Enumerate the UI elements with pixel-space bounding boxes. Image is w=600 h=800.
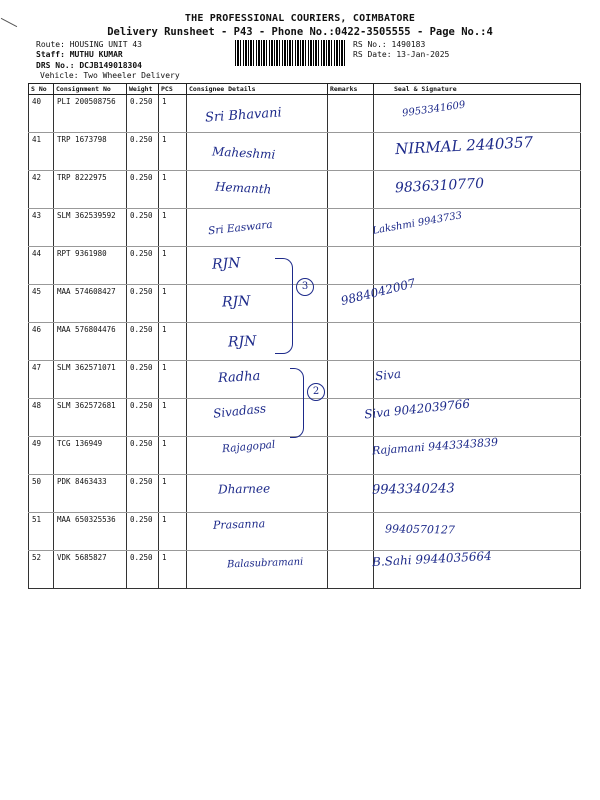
sno: 44 [29,247,54,285]
handwritten-consignee: Sivadass [212,401,267,421]
col-consignee: Consignee Details [187,84,328,95]
handwritten-consignee: Sri Bhavani [204,105,283,126]
sno: 45 [29,285,54,323]
runsheet-table [28,83,581,589]
weight: 0.250 [127,247,159,285]
table-row [29,399,581,437]
pcs: 1 [159,209,187,247]
signature: 9836310770 [394,175,485,197]
table-row [29,361,581,399]
weight: 0.250 [127,361,159,399]
handwritten-consignee: Radha [217,368,261,387]
weight: 0.250 [127,551,159,589]
table-row [29,513,581,551]
remarks-cell [328,323,374,361]
sno: 47 [29,361,54,399]
signature: 9940570127 [384,522,456,537]
weight: 0.250 [127,437,159,475]
rs-no-label: RS No.: [353,40,387,49]
pcs: 1 [159,285,187,323]
rs-date-label: RS Date: [353,50,392,59]
pcs: 1 [159,437,187,475]
consignment-no: SLM 362539592 [54,209,127,247]
table-header [29,84,581,95]
consignee-cell [187,551,328,589]
remarks-cell [328,247,374,285]
remarks-cell [328,209,374,247]
handwritten-consignee: Maheshmi [211,144,276,162]
runsheet-title: Delivery Runsheet - P43 - Phone No.:0422-3505555 - Page No.:4 [107,26,493,38]
sno: 42 [29,171,54,209]
sno: 50 [29,475,54,513]
remarks-cell [328,475,374,513]
sno: 51 [29,513,54,551]
signature: 9953341609 [401,99,467,120]
table-row [29,475,581,513]
table-row [29,551,581,589]
table-row [29,209,581,247]
signature: Siva [374,366,402,384]
col-signature: Seal & Signature [374,84,581,95]
consignment-no: RPT 9361980 [54,247,127,285]
pcs: 1 [159,247,187,285]
signature: B.Sahi 9944035664 [371,548,493,570]
handwritten-consignee: Balasubramani [226,556,304,571]
vehicle-label: Vehicle: [40,71,79,80]
staff-line [36,50,123,60]
signature: Rajamani 9443343839 [371,435,499,458]
table-row [29,95,581,133]
rs-no-line [353,40,425,50]
col-weight: Weight [127,84,159,95]
vehicle-value: Two Wheeler Delivery [83,71,180,80]
pcs: 1 [159,399,187,437]
signature: 9943340243 [371,481,455,498]
remarks-cell [328,551,374,589]
consignment-no: SLM 362571071 [54,361,127,399]
remarks-cell [328,133,374,171]
table-row [29,171,581,209]
signature: Lakshmi 9943733 [371,210,463,237]
handwritten-consignee: RJN [221,293,251,311]
pcs: 1 [159,95,187,133]
route-label: Route: [36,40,65,49]
consignment-no: TRP 1673798 [54,133,127,171]
consignment-no: PLI 200508756 [54,95,127,133]
vehicle-line [40,71,180,81]
weight: 0.250 [127,171,159,209]
col-remarks: Remarks [328,84,374,95]
consignment-no: VDK 5685827 [54,551,127,589]
pcs: 1 [159,475,187,513]
handwritten-consignee: Prasanna [212,517,266,532]
handwritten-consignee: Dharnee [217,481,271,497]
sno: 49 [29,437,54,475]
barcode [235,40,347,66]
staff-value: MUTHU KUMAR [69,50,123,59]
route-value: HOUSING UNIT 43 [69,40,142,49]
signature: 9884042007 [339,275,417,309]
weight: 0.250 [127,209,159,247]
drs-value: DCJB149018304 [79,61,142,70]
sno: 43 [29,209,54,247]
col-pcs: PCS [159,84,187,95]
remarks-cell [328,513,374,551]
weight: 0.250 [127,475,159,513]
remarks-cell [328,95,374,133]
consignment-no: SLM 362572681 [54,399,127,437]
group-bracket [275,258,293,354]
weight: 0.250 [127,133,159,171]
remarks-cell [328,171,374,209]
handwritten-consignee: Sri Easwara [207,218,274,238]
consignment-no: TRP 8222975 [54,171,127,209]
rs-date-line [353,50,449,60]
signature-cell [374,323,581,361]
sno: 41 [29,133,54,171]
table-row [29,323,581,361]
drs-line [36,61,142,71]
drs-label: DRS No.: [36,61,75,70]
rs-date-value: 13-Jan-2025 [396,50,450,59]
pcs: 1 [159,171,187,209]
weight: 0.250 [127,513,159,551]
signature: NIRMAL 2440357 [394,132,534,159]
consignment-no: PDK 8463433 [54,475,127,513]
col-sno: S No [29,84,54,95]
signature: Siva 9042039766 [363,396,471,422]
pcs: 1 [159,133,187,171]
group-count-circle: 3 [296,278,314,296]
sno: 48 [29,399,54,437]
pcs: 1 [159,361,187,399]
route-line [36,40,142,50]
col-consignment: Consignment No [54,84,127,95]
sno: 52 [29,551,54,589]
consignment-no: MAA 650325536 [54,513,127,551]
company-title: THE PROFESSIONAL COURIERS, COIMBATORE [184,13,416,24]
remarks-cell [328,437,374,475]
pcs: 1 [159,551,187,589]
handwritten-consignee: RJN [227,333,257,351]
group-count-circle: 2 [307,383,325,401]
group-bracket [290,368,304,438]
staff-label: Staff: [36,50,65,59]
handwritten-consignee: Rajagopal [221,438,276,456]
consignment-no: MAA 576804476 [54,323,127,361]
signature-cell [374,361,581,399]
consignment-no: TCG 136949 [54,437,127,475]
consignee-cell [187,323,328,361]
weight: 0.250 [127,399,159,437]
handwritten-consignee: Hemanth [214,179,272,197]
weight: 0.250 [127,95,159,133]
handwritten-consignee: RJN [211,255,241,273]
rs-no-value: 1490183 [391,40,426,49]
pcs: 1 [159,513,187,551]
remarks-cell [328,361,374,399]
pcs: 1 [159,323,187,361]
weight: 0.250 [127,285,159,323]
sno: 46 [29,323,54,361]
weight: 0.250 [127,323,159,361]
sno: 40 [29,95,54,133]
consignment-no: MAA 574608427 [54,285,127,323]
